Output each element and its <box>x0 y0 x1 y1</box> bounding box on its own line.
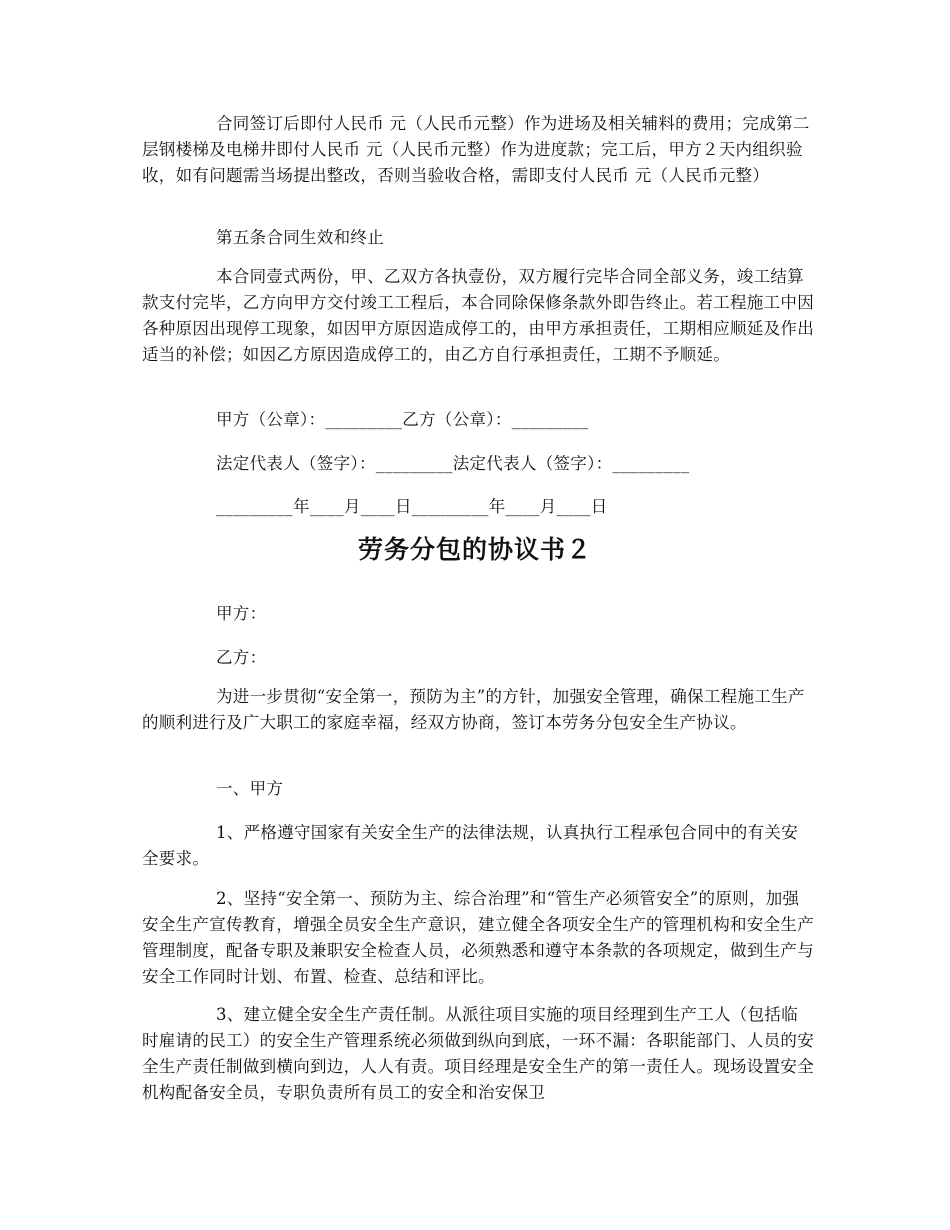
representative-signature-line: 法定代表人（签字）：_________法定代表人（签字）：_________ <box>216 454 690 473</box>
clause-item-2: 2、坚持“安全第一、预防为主、综合治理”和“管生产必须管安全”的原则，加强安全生产宣传教育，增强全员安全生产意识，建立健全各项安全生产的管理机构和安全生产管理制度，配备专职及兼职安全检查人员，必须熟悉和遵守本条款的各项规定，做到生产与安全工作同时计划、布置、检查、总结和评比。 <box>142 889 814 986</box>
section-heading-party-a: 一、甲方 <box>216 779 284 798</box>
seal-signature-line: 甲方（公章）：_________乙方（公章）：_________ <box>216 410 589 429</box>
agreement-title: 劳务分包的协议书２ <box>357 535 592 564</box>
clause-item-1: 1、严格遵守国家有关安全生产的法律法规，认真执行工程承包合同中的有关安全要求。 <box>142 823 798 868</box>
party-a-label: 甲方： <box>216 604 267 623</box>
payment-clause-paragraph: 合同签订后即付人民币 元（人民币元整）作为进场及相关辅料的费用；完成第二层钢楼梯及电梯井即付人民币 元（人民币元整）作为进度款；完工后，甲方２天内组织验收，如有问题需当场提出整改，否则当验收合格，需即支付人民币 元（人民币元整） <box>142 114 810 185</box>
party-b-label: 乙方： <box>216 648 267 667</box>
article5-heading: 第五条合同生效和终止 <box>216 228 384 247</box>
clause-item-3: 3、建立健全安全生产责任制。从派往项目实施的项目经理到生产工人（包括临时雇请的民工）的安全生产管理系统必须做到纵向到底，一环不漏：各职能部门、人员的安全生产责任制做到横向到边，人人有责。项目经理是安全生产的第一责任人。现场设置安全机构配备安全员，专职负责所有员工的安全和治安保卫 <box>142 1005 814 1102</box>
intro-paragraph: 为进一步贯彻“安全第一，预防为主”的方针，加强安全管理，确保工程施工生产的顺利进行及广大职工的家庭幸福，经双方协商，签订本劳务分包安全生产协议。 <box>142 687 805 732</box>
date-line: _________年____月____日_________年____月____日 <box>216 497 608 516</box>
article5-body-paragraph: 本合同壹式两份，甲、乙双方各执壹份，双方履行完毕合同全部义务，竣工结算款支付完毕，乙方向甲方交付竣工工程后，本合同除保修条款外即告终止。若工程施工中因各种原因出现停工现象，如因甲方原因造成停工的，由甲方承担责任，工期相应顺延及作出适当的补偿；如因乙方原因造成停工的，由乙方自行承担责任，工期不予顺延。 <box>142 267 814 364</box>
